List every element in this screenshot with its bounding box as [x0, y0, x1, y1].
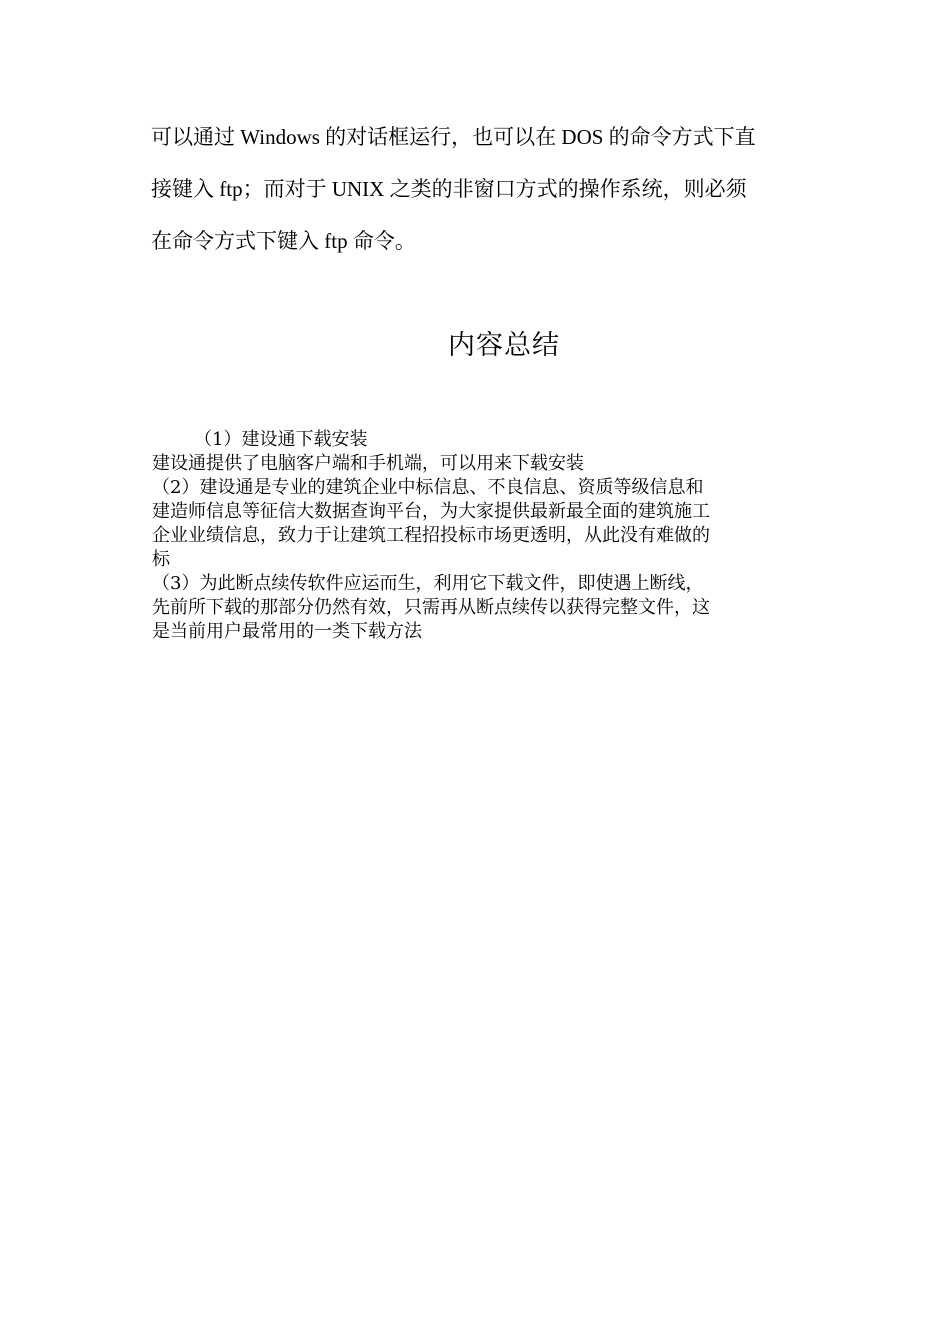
- intro-paragraph: [151, 118, 801, 274]
- summary-body: [152, 428, 800, 644]
- summary-line: 先前所下载的那部分仍然有效，只需再从断点续传以获得完整文件，这: [152, 597, 710, 618]
- summary-line: （2）建设通是专业的建筑企业中标信息、不良信息、资质等级信息和: [152, 477, 704, 498]
- summary-heading: 内容总结: [448, 330, 560, 361]
- summary-line: 是当前用户最常用的一类下载方法: [152, 621, 422, 642]
- summary-line: 企业业绩信息，致力于让建筑工程招投标市场更透明，从此没有难做的: [152, 525, 710, 546]
- summary-item-heading: （1）建设通下载安装: [194, 429, 368, 450]
- intro-line: 可以通过 Windows 的对话框运行，也可以在 DOS 的命令方式下直: [151, 125, 756, 149]
- intro-line: 在命令方式下键入 ftp 命令。: [151, 229, 416, 253]
- summary-line: 建设通提供了电脑客户端和手机端，可以用来下载安装: [152, 453, 584, 474]
- intro-line: 接键入 ftp；而对于 UNIX 之类的非窗口方式的操作系统，则必须: [151, 177, 747, 201]
- summary-line: 建造师信息等征信大数据查询平台，为大家提供最新最全面的建筑施工: [152, 501, 710, 522]
- summary-line: （3）为此断点续传软件应运而生，利用它下载文件，即使遇上断线，: [152, 573, 704, 594]
- summary-line: 标: [152, 549, 170, 570]
